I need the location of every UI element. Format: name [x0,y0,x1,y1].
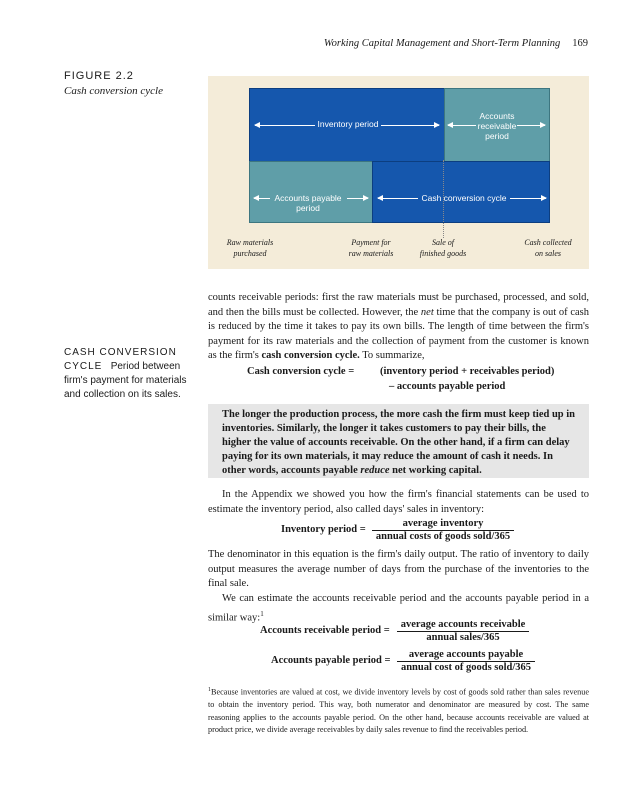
arrow-right-icon [347,198,368,199]
inventory-eq-lhs: Inventory period = [281,524,366,535]
cash-cycle-diagram [208,76,589,269]
paragraph-1: counts receivable periods: first the raw materials must be purchased, processed, and sold, and then the bills must be collected. However, the net time that the company is out of cash is reduced by the time it takes to pay its own bills. The length of time between the firm's payment for its raw materials and the collection of payment from the customer is known as the firm's cash conversion cycle. To summarize, [208,292,589,361]
inventory-eq-fraction [372,518,514,542]
arrow-right-icon [381,125,439,126]
payable-eq-fraction [397,649,535,673]
footnote-text: Because inventories are valued at cost, we divide inventory levels by cost of goods sold rather than sales revenue to obtain the inventory period. This way, both numerator and denominator are measured by cost. The same reasoning applies to the accounts payable period. On the other hand, because accounts receivable are valued at product price, we divide average receivables by daily sales revenue to find the receivables period. [208,687,589,735]
margin-definition: Period between firm's payment for materials and collection on its sales. [64,361,187,400]
inventory-period-label: Inventory period [317,119,379,129]
inventory-eq-numerator: average inventory [372,518,514,531]
timeline-sale: Sale of finished goods [419,238,467,258]
ap-label-line2: period [296,203,320,213]
inventory-period-box [249,88,445,162]
running-header [0,38,588,49]
receivable-eq-lhs: Accounts receivable period = [260,625,390,636]
arrow-left-icon [378,198,418,199]
payable-eq-denominator: annual cost of goods sold/365 [400,662,532,673]
figure-caption: Cash conversion cycle [64,85,163,97]
paragraph-3: The denominator in this equation is the firm's daily output. The ratio of inventory to daily output measures the average number of days from the purchase of the inventories to the final sale. [208,549,589,589]
page-number: 169 [572,38,588,49]
ccc-equation-lhs: Cash conversion cycle = [247,366,355,377]
payable-eq-lhs: Accounts payable period = [271,655,391,666]
figure-label: FIGURE 2.2 [64,70,134,82]
callout-text: The longer the production process, the more cash the firm must keep tied up in inventories. Similarly, the longer it takes customers to pay their bills, the higher the value of accounts receivable. On the other hand, if a firm can delay paying for its own materials, it may reduce the amount of cash it needs. In other words, accounts payable reduce net working capital. [222,409,576,476]
ar-label-line2: receivable [477,121,517,131]
paragraph-4: We can estimate the accounts receivable period and the accounts payable period in a similar way:$^1$ [208,593,589,623]
sale-divider [443,160,444,238]
ccc-equation-rhs2: – accounts payable period [389,381,506,392]
running-title: Working Capital Management and Short-Term Planning [323,38,561,49]
payable-eq-numerator: average accounts payable [397,649,535,662]
timeline-cash-collected: Cash collected on sales [524,238,572,258]
ap-label-line1: Accounts payable [274,193,342,203]
ccc-equation-rhs1: (inventory period + receivables period) [380,366,555,377]
accounts-payable-box [249,161,373,223]
margin-term: CASH CONVERSION CYCLE [64,347,177,372]
cash-conversion-cycle-label: Cash conversion cycle [421,193,507,203]
inventory-eq-denominator: annual costs of goods sold/365 [375,531,511,542]
timeline-payment: Payment for raw materials [348,238,394,258]
accounts-receivable-box [444,88,550,162]
ar-label-line3: period [485,131,509,141]
receivable-eq-denominator: annual sales/365 [426,632,500,643]
margin-note [64,346,194,402]
footnote [208,684,589,737]
arrow-right-icon [517,125,545,126]
timeline-raw-materials: Raw materials purchased [226,238,274,258]
receivable-eq-fraction [397,619,529,643]
arrow-left-icon [255,125,315,126]
arrow-left-icon [448,125,476,126]
footnote-ref: 1 [260,609,264,618]
receivable-eq-numerator: average accounts receivable [397,619,529,632]
paragraph-2: In the Appendix we showed you how the firm's financial statements can be used to estimate the inventory period, also called days' sales in inventory: [208,489,589,515]
footnote-marker: 1 [208,687,211,693]
arrow-right-icon [510,198,546,199]
ar-label-line1: Accounts [479,111,515,121]
cash-conversion-cycle-box [372,161,550,223]
arrow-left-icon [254,198,270,199]
